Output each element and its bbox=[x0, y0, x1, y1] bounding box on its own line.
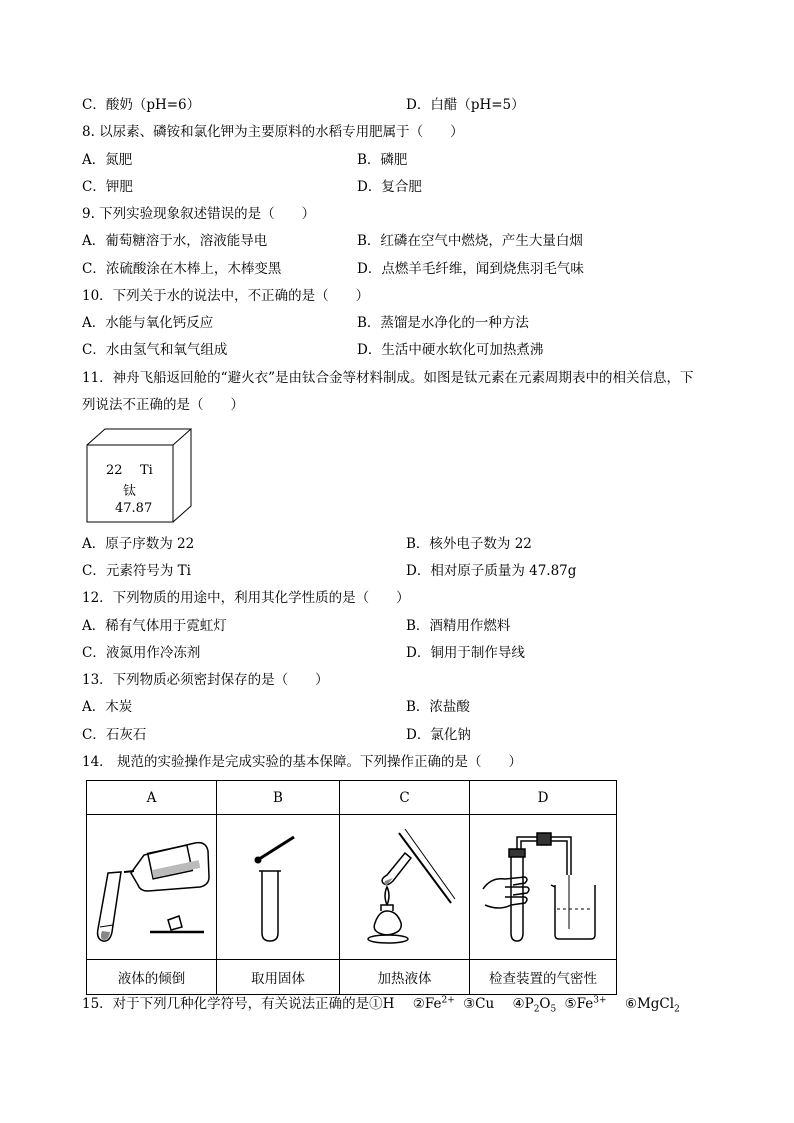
q12-option-b: B．酒精用作燃料 bbox=[406, 618, 511, 634]
q14-header-b: B bbox=[217, 781, 340, 815]
q15-symbol-4-sub1: 2 bbox=[533, 1004, 540, 1015]
q14-stem: 14． 规范的实验操作是完成实验的基本保障。下列操作正确的是（ ） bbox=[82, 754, 522, 770]
q7-option-d: D．白醋（pH=5） bbox=[406, 97, 525, 113]
q14-image-c bbox=[340, 815, 470, 960]
q8-option-a: A．氮肥 bbox=[82, 152, 133, 168]
q14-image-d bbox=[470, 815, 617, 960]
q12-stem: 12．下列物质的用途中，利用其化学性质的是（ ） bbox=[82, 590, 410, 606]
q15-stem-text: 15．对于下列几种化学符号，有关说法正确的是①H bbox=[82, 996, 395, 1012]
q15-symbol-6 bbox=[624, 996, 680, 1015]
q15-symbol-5-charge: 3+ bbox=[593, 995, 607, 1006]
q9-option-a: A．葡萄糖溶于水，溶液能导电 bbox=[82, 233, 268, 249]
q15-symbol-5 bbox=[565, 996, 607, 1012]
q14-caption-c: 加热液体 bbox=[340, 960, 470, 995]
q15-symbol-2 bbox=[413, 996, 455, 1012]
q14-caption-a: 液体的倾倒 bbox=[87, 960, 217, 995]
q8-stem: 8. 以尿素、磷铵和氯化钾为主要原料的水稻专用肥属于（ ） bbox=[82, 124, 464, 140]
element-symbol: Ti bbox=[140, 463, 153, 478]
q15-stem bbox=[82, 995, 680, 1013]
q13-option-a: A．木炭 bbox=[82, 699, 133, 715]
q14-header-c: C bbox=[340, 781, 470, 815]
q8-option-b: B．磷肥 bbox=[357, 152, 408, 168]
q10-stem: 10．下列关于水的说法中，不正确的是（ ） bbox=[82, 288, 370, 304]
q14-caption-b: 取用固体 bbox=[217, 960, 340, 995]
q15-symbol-4-p: ④P bbox=[512, 996, 534, 1012]
q8-option-c: C．钾肥 bbox=[82, 179, 133, 195]
q11-option-c: C．元素符号为 Ti bbox=[82, 563, 191, 579]
q15-symbol-5-base: ⑤Fe bbox=[564, 996, 594, 1012]
q15-symbol-6-sub: 2 bbox=[674, 1004, 680, 1015]
q13-option-d: D．氯化钠 bbox=[406, 727, 471, 743]
q13-stem: 13．下列物质必须密封保存的是（ ） bbox=[82, 672, 329, 688]
q15-symbol-2-charge: 2+ bbox=[441, 995, 455, 1006]
q15-symbol-4 bbox=[512, 996, 557, 1015]
element-atomic-number: 22 bbox=[106, 463, 123, 478]
q9-option-b: B．红磷在空气中燃烧，产生大量白烟 bbox=[357, 233, 583, 249]
element-cell-figure bbox=[86, 428, 192, 523]
q15-symbol-4-sub2: 5 bbox=[550, 1004, 557, 1015]
q11-option-d: D．相对原子质量为 47.87g bbox=[406, 563, 577, 579]
q14-options-table bbox=[86, 780, 617, 995]
q11-option-b: B．核外电子数为 22 bbox=[406, 536, 532, 552]
q11-stem-line2: 列说法不正确的是（ ） bbox=[82, 397, 244, 413]
q12-option-a: A．稀有气体用于霓虹灯 bbox=[82, 618, 227, 634]
q11-option-a: A．原子序数为 22 bbox=[82, 536, 195, 552]
q7-option-c: C．酸奶（pH=6） bbox=[82, 97, 201, 113]
q12-option-c: C．液氮用作冷冻剂 bbox=[82, 645, 201, 661]
pouring-liquid-illustration bbox=[88, 815, 216, 955]
q13-option-c: C．石灰石 bbox=[82, 727, 147, 743]
q14-header-d: D bbox=[470, 781, 617, 815]
airtightness-check-illustration bbox=[471, 815, 615, 955]
q8-option-d: D．复合肥 bbox=[357, 179, 422, 195]
q15-symbol-3: ③Cu bbox=[463, 996, 495, 1012]
q10-option-a: A．水能与氧化钙反应 bbox=[82, 315, 214, 331]
heating-liquid-illustration bbox=[341, 815, 469, 955]
taking-solid-illustration bbox=[218, 815, 338, 955]
q9-option-d: D．点燃羊毛纤维，闻到烧焦羽毛气味 bbox=[357, 261, 584, 277]
q12-option-d: D．铜用于制作导线 bbox=[406, 645, 525, 661]
q14-header-a: A bbox=[87, 781, 217, 815]
element-name: 钛 bbox=[123, 484, 137, 499]
q15-symbol-4-o: O bbox=[539, 996, 551, 1012]
q15-symbol-2-base: ②Fe bbox=[412, 996, 442, 1012]
q9-option-c: C．浓硫酸涂在木棒上，木棒变黑 bbox=[82, 261, 282, 277]
q11-stem-line1: 11．神舟飞船返回舱的“避火衣”是由钛合金等材料制成。如图是钛元素在元素周期表中的相关信息，下 bbox=[82, 370, 694, 386]
q9-stem: 9. 下列实验现象叙述错误的是（ ） bbox=[82, 206, 316, 222]
q14-image-b bbox=[217, 815, 340, 960]
q10-option-d: D．生活中硬水软化可加热煮沸 bbox=[357, 342, 544, 358]
q14-caption-d: 检查装置的气密性 bbox=[470, 960, 617, 995]
element-atomic-mass: 47.87 bbox=[115, 501, 153, 516]
q13-option-b: B．浓盐酸 bbox=[406, 699, 470, 715]
q15-symbol-6-base: ⑥MgCl bbox=[624, 996, 675, 1012]
q14-image-a bbox=[87, 815, 217, 960]
q10-option-b: B．蒸馏是水净化的一种方法 bbox=[357, 315, 529, 331]
q10-option-c: C．水由氢气和氧气组成 bbox=[82, 342, 228, 358]
